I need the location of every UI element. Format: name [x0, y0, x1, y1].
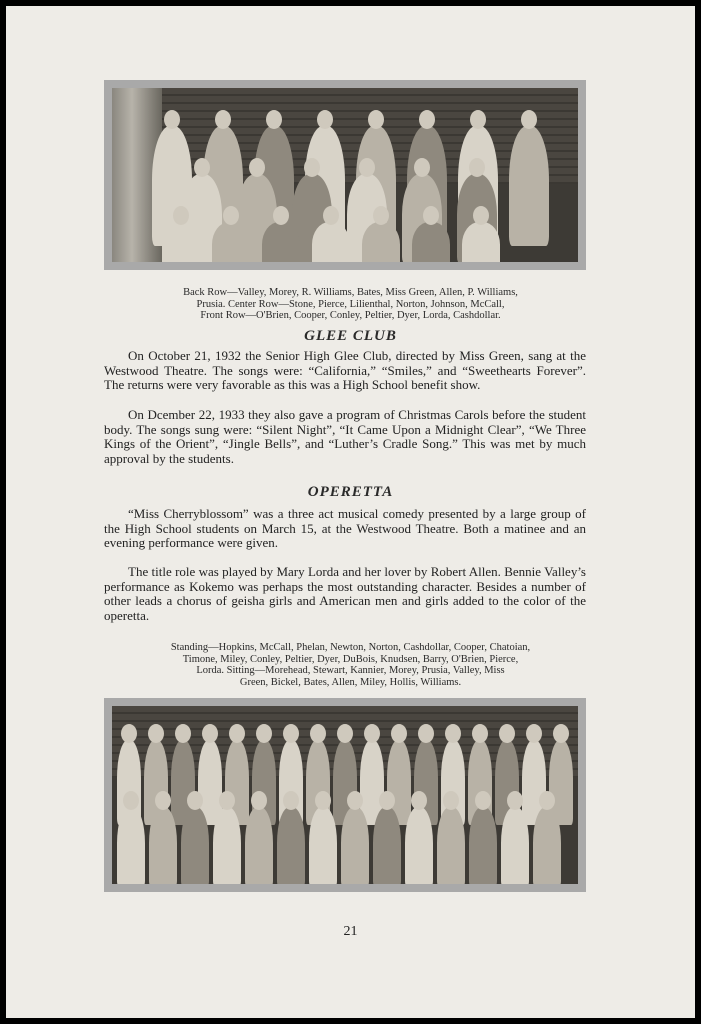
person-head [315, 791, 331, 810]
operetta-paragraph-1: “Miss Cherryblossom” was a three act musical comedy presented by a large group of the High School students on March 15, at the Westwood Theatre. Both a matinee and an evening performance were given. [104, 506, 586, 551]
person-head [499, 724, 515, 743]
person-head [411, 791, 427, 810]
person-figure [309, 807, 337, 884]
person-head [175, 724, 191, 743]
person-head [364, 724, 380, 743]
operetta-paragraph-2: The title role was played by Mary Lorda and her lover by Robert Allen. Bennie Valley’s performance as Kokemo was perhaps the most outstanding character. Besides a number of other leads a chorus of geisha girls and American men and girls added to the color of the operetta. [104, 564, 586, 623]
person-head [283, 724, 299, 743]
person-figure [501, 807, 529, 884]
person-figure [245, 807, 273, 884]
person-head [391, 724, 407, 743]
person-head [148, 724, 164, 743]
caption-line: Front Row—O'Brien, Cooper, Conley, Peltier, Dyer, Lorda, Cashdollar. [200, 310, 501, 322]
person-figure [412, 222, 450, 262]
caption-line: Standing—Hopkins, McCall, Phelan, Newton, Norton, Cashdollar, Cooper, Chatoian, [170, 642, 531, 653]
person-head [539, 791, 555, 810]
caption-line: Green, Bickel, Bates, Allen, Miley, Hollis, Williams. [239, 676, 462, 688]
person-figure [341, 807, 369, 884]
person-head [121, 724, 137, 743]
person-figure [213, 807, 241, 884]
person-figure [469, 807, 497, 884]
person-head [283, 791, 299, 810]
operetta-cast-photo-image [112, 706, 578, 884]
person-head [164, 110, 180, 129]
glee-club-heading: GLEE CLUB [304, 328, 397, 344]
bottom-photo-caption [66, 642, 635, 688]
person-head [445, 724, 461, 743]
person-head [223, 206, 239, 225]
glee-club-paragraph-1: On October 21, 1932 the Senior High Glee Club, directed by Miss Green, sang at the Westwood Theatre. The songs were: “California,” “Smiles,” and “Sweethearts Forever”. The returns were very favorable as this was a High School benefit show. [104, 348, 586, 393]
person-head [273, 206, 289, 225]
person-figure [277, 807, 305, 884]
person-figure [117, 807, 145, 884]
yearbook-page [6, 6, 695, 1018]
page-number: 21 [343, 924, 358, 939]
person-figure [212, 222, 250, 262]
person-head [323, 206, 339, 225]
person-head [470, 110, 486, 129]
person-head [359, 158, 375, 177]
person-head [266, 110, 282, 129]
person-head [507, 791, 523, 810]
glee-club-paragraph-2: On Dcember 22, 1933 they also gave a program of Christmas Carols before the student body. The songs sung were: “Silent Night”, “It Came Upon a Midnight Clear”, “We Three Kings of the Orient”, “Jingle Bells”, and “Luther’s Cradle Song.” This was met by much approval by the students. [104, 407, 586, 466]
person-figure [162, 222, 200, 262]
person-head [155, 791, 171, 810]
person-head [317, 110, 333, 129]
person-figure [262, 222, 300, 262]
person-head [473, 206, 489, 225]
person-figure [462, 222, 500, 262]
person-figure [181, 807, 209, 884]
person-head [251, 791, 267, 810]
person-head [249, 158, 265, 177]
person-head [123, 791, 139, 810]
operetta-cast-photo [104, 698, 586, 892]
person-head [347, 791, 363, 810]
person-head [310, 724, 326, 743]
person-head [229, 724, 245, 743]
person-figure [312, 222, 350, 262]
person-head [215, 110, 231, 129]
person-head [304, 158, 320, 177]
person-head [418, 724, 434, 743]
caption-line: Prusia. Center Row—Stone, Pierce, Lilienthal, Norton, Johnson, McCall, [196, 298, 505, 310]
person-head [379, 791, 395, 810]
caption-line: Back Row—Valley, Morey, R. Williams, Bates, Miss Green, Allen, P. Williams, [183, 287, 518, 298]
person-head [173, 206, 189, 225]
person-head [368, 110, 384, 129]
person-figure [509, 126, 549, 246]
glee-club-photo [104, 80, 586, 270]
person-head [194, 158, 210, 177]
person-head [187, 791, 203, 810]
person-head [423, 206, 439, 225]
person-head [219, 791, 235, 810]
person-head [443, 791, 459, 810]
person-figure [405, 807, 433, 884]
person-head [553, 724, 569, 743]
person-head [373, 206, 389, 225]
caption-line: Lorda. Sitting—Morehead, Stewart, Kannier, Morey, Prusia, Valley, Miss [196, 665, 505, 677]
top-photo-caption [66, 287, 635, 322]
person-head [475, 791, 491, 810]
person-figure [362, 222, 400, 262]
person-head [521, 110, 537, 129]
person-head [414, 158, 430, 177]
person-figure [437, 807, 465, 884]
person-head [526, 724, 542, 743]
person-head [469, 158, 485, 177]
operetta-heading: OPERETTA [307, 484, 394, 500]
person-figure [149, 807, 177, 884]
person-figure [533, 807, 561, 884]
person-head [202, 724, 218, 743]
person-figure [373, 807, 401, 884]
person-head [419, 110, 435, 129]
person-head [256, 724, 272, 743]
person-head [472, 724, 488, 743]
person-head [337, 724, 353, 743]
glee-club-photo-image [112, 88, 578, 262]
caption-line: Timone, Miley, Conley, Peltier, Dyer, DuBois, Knudsen, Barry, O'Brien, Pierce, [182, 653, 519, 665]
